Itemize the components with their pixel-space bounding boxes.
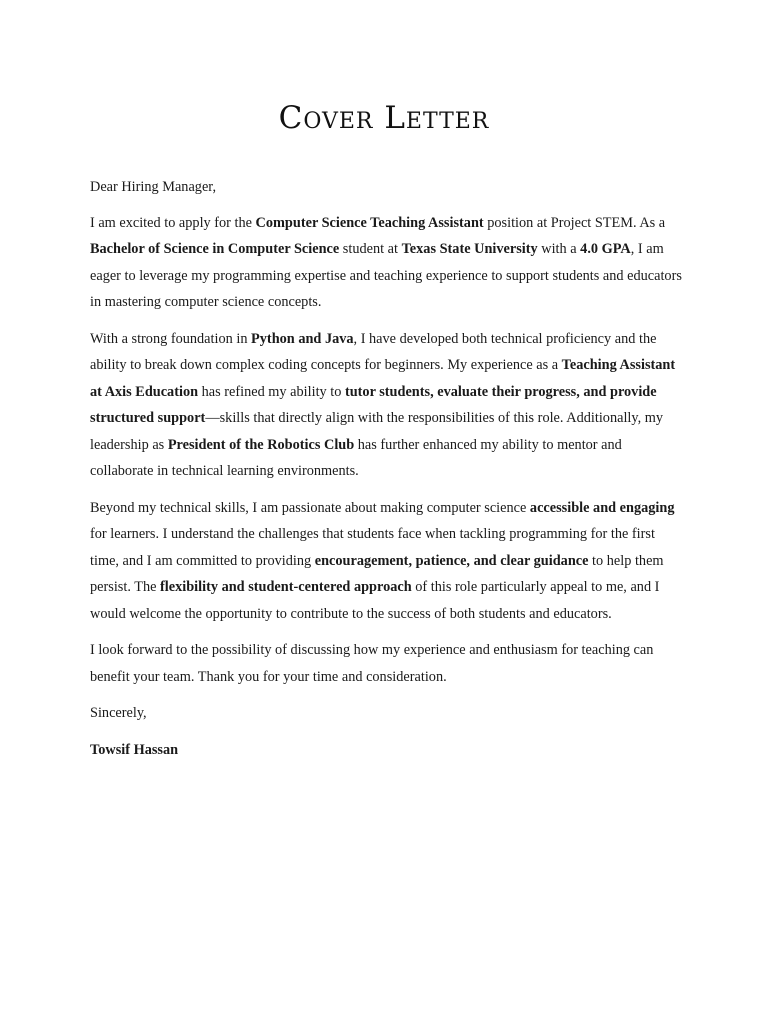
emphasis-text: Teaching Assistant at Axis Education [90,357,676,400]
salutation: Dear Hiring Manager, [90,179,217,195]
paragraph-text: With a strong foundation in [90,330,252,347]
paragraph-text: —skills that directly align with the responsibilities of this role. Additionally, my leadership as [90,410,664,453]
emphasis-text: Bachelor of Science in Computer Science [90,241,340,257]
paragraph-text: with a [537,241,581,257]
paragraph-text: , I have developed both technical proficiency and the ability to break down complex coding concepts for beginners. My experience as a [90,330,657,373]
document-title: Cover Letter [278,100,490,136]
emphasis-text: encouragement, patience, and clear guidance [314,552,589,569]
closing: Sincerely, [90,705,147,721]
paragraph [90,210,682,316]
emphasis-text: tutor students, evaluate their progress, and provide structured support [90,383,657,426]
paragraph-text: I am excited to apply for the [90,214,256,231]
emphasis-text: accessible and engaging [529,499,675,516]
signature: Towsif Hassan [90,741,179,758]
paragraph-text: position at Project STEM. As a [483,214,666,231]
paragraph-text: has refined my ability to [198,383,345,400]
emphasis-text: President of the Robotics Club [167,436,355,453]
letter-body [90,174,682,773]
paragraph [90,637,682,690]
emphasis-text: Python and Java [251,330,354,347]
emphasis-text: flexibility and student-centered approach [160,579,412,595]
paragraph-text: has further enhanced my ability to mentor and collaborate in technical learning environments. [90,436,622,479]
letter-paragraphs [90,210,682,691]
paragraph-text: student at [339,241,402,257]
emphasis-text: Texas State University [401,241,538,257]
paragraph-text: Beyond my technical skills, I am passionate about making computer science [90,499,530,516]
emphasis-text: 4.0 GPA [580,241,631,257]
paragraph-text: , I am eager to leverage my programming expertise and teaching experience to support students and educators in mastering computer science concepts. [90,241,682,310]
paragraph [90,495,682,628]
paragraph [90,326,682,485]
paragraph-text: for learners. I understand the challenges that students face when tackling programming for the first time, and I am committed to providing [90,526,655,569]
emphasis-text: Computer Science Teaching Assistant [255,214,484,231]
paragraph-text: I look forward to the possibility of discussing how my experience and enthusiasm for teaching can benefit your team. Thank you for your time and consideration. [90,642,654,685]
paragraph-text: of this role particularly appeal to me, and I would welcome the opportunity to contribute to the success of both students and educators. [90,579,660,622]
paragraph-text: to help them persist. The [90,552,664,595]
